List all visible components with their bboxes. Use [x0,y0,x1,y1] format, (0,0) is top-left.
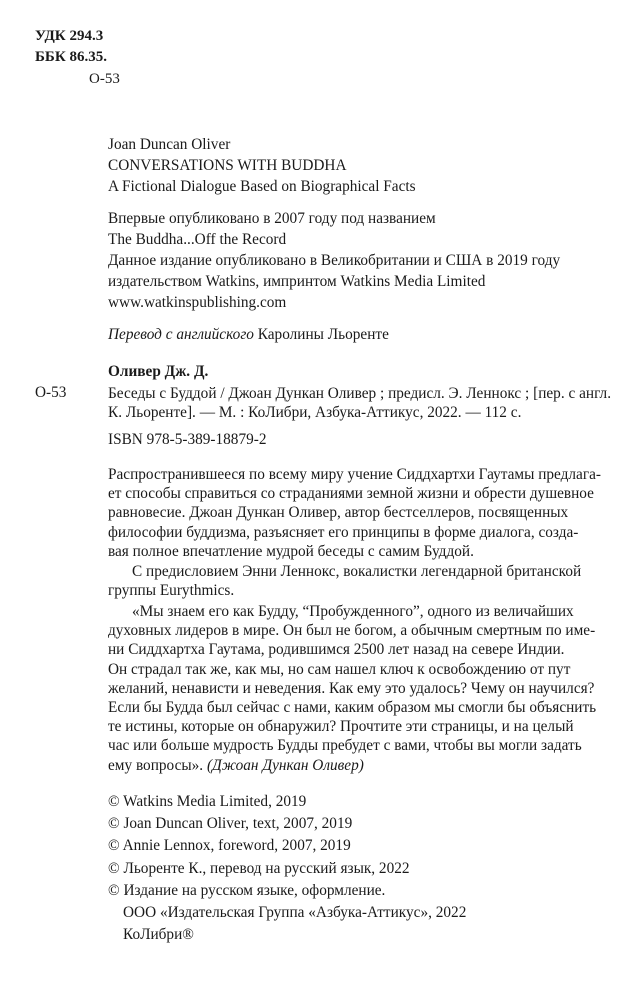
annotation-line: духовных лидеров в мире. Он был не богом, а обычным смертным по име- [108,622,596,640]
annotation-line: те истины, которые он обнаружил? Прочтите эти страницы, и на целый [108,718,574,736]
original-title: CONVERSATIONS WITH BUDDHA [108,157,347,174]
annotation-paragraph-2 [108,562,582,600]
copyright-line: КоЛибри® [123,926,194,944]
annotation-paragraph-1 [108,465,601,561]
bbk-code: ББК 86.35. [35,49,107,65]
annotation-line: «Мы знаем его как Будду, “Пробужденного”, одного из величайших [132,603,574,620]
annotation-paragraph-3 [108,602,597,775]
annotation-line: Он страдал так же, как мы, но сам нашел ключ к освобождению от пут [108,660,571,678]
translator-credit [108,326,389,344]
translator-name: Каролины Льоренте [257,326,389,343]
copyright-block [108,792,466,944]
publication-line-3: Данное издание опубликовано в Великобритании и США в 2019 году [108,252,561,269]
annotation-line: Распространившееся по всему миру учение Сиддхартхи Гаутамы предлага- [108,466,601,483]
catalog-mark: О-53 [35,384,67,401]
quote-ending: ему вопросы». [108,756,204,774]
catalog-line-1: Беседы с Буддой / Джоан Дункан Оливер ; предисл. Э. Леннокс ; [пер. с англ. [108,385,612,402]
publisher-url: www.watkinspublishing.com [108,294,287,311]
original-subtitle: A Fictional Dialogue Based on Biographical Facts [108,178,416,195]
quote-author: (Джоан Дункан Оливер) [206,756,364,774]
translator-label: Перевод с английского [108,326,254,343]
annotation-line: ет способы справиться со страданиями земной жизни и обрести душевное [108,485,594,503]
annotation-line: равновесие. Джоан Дункан Оливер, автор бестселлеров, посвященных [108,504,569,522]
copyright-line: © Watkins Media Limited, 2019 [108,793,307,810]
copyright-line: © Льоренте К., перевод на русский язык, 2022 [108,859,410,877]
catalog-line-2: К. Льоренте]. — М. : КоЛибри, Азбука-Аттикус, 2022. — 112 с. [108,404,522,422]
copyright-line: © Издание на русском языке, оформление. [108,881,386,899]
annotation-line: ни Сиддхартха Гаутама, родившимся 2500 лет назад на севере Индии. [108,641,565,659]
publication-line-2: The Buddha...Off the Record [108,231,287,248]
publication-line-4: издательством Watkins, импринтом Watkins Media Limited [108,273,486,290]
catalog-heading: Оливер Дж. Д. [108,363,209,380]
annotation-line: желаний, ненависти и неведения. Как ему это удалось? Чему он научился? [108,679,595,697]
annotation-line: группы Eurythmics. [108,582,235,600]
annotation-line: философии буддизма, разъясняет его принципы в форме диалога, созда- [108,523,579,541]
copyright-line: ООО «Издательская Группа «Азбука-Аттикус», 2022 [123,904,467,922]
annotation-last-line [108,756,556,775]
author-mark: О-53 [89,71,120,87]
copyright-line: © Annie Lennox, foreword, 2007, 2019 [108,837,351,855]
annotation-line: вая полное впечатление мудрой беседы с самим Буддой. [108,542,474,560]
annotation-line: час или больше мудрость Будды пребудет с вами, чтобы вы могли задать [108,737,582,755]
catalog-description [108,384,612,422]
isbn: ISBN 978-5-389-18879-2 [108,431,267,448]
annotation-line: Если бы Будда был сейчас с нами, каким образом мы смогли бы объяснить [108,699,597,717]
annotation-line: С предисловием Энни Леннокс, вокалистки легендарной британской [132,563,582,580]
original-author: Joan Duncan Oliver [108,136,231,153]
udk-code: УДК 294.3 [35,28,104,44]
copyright-line: © Joan Duncan Oliver, text, 2007, 2019 [108,815,353,833]
publication-line-1: Впервые опубликовано в 2007 году под названием [108,210,436,227]
